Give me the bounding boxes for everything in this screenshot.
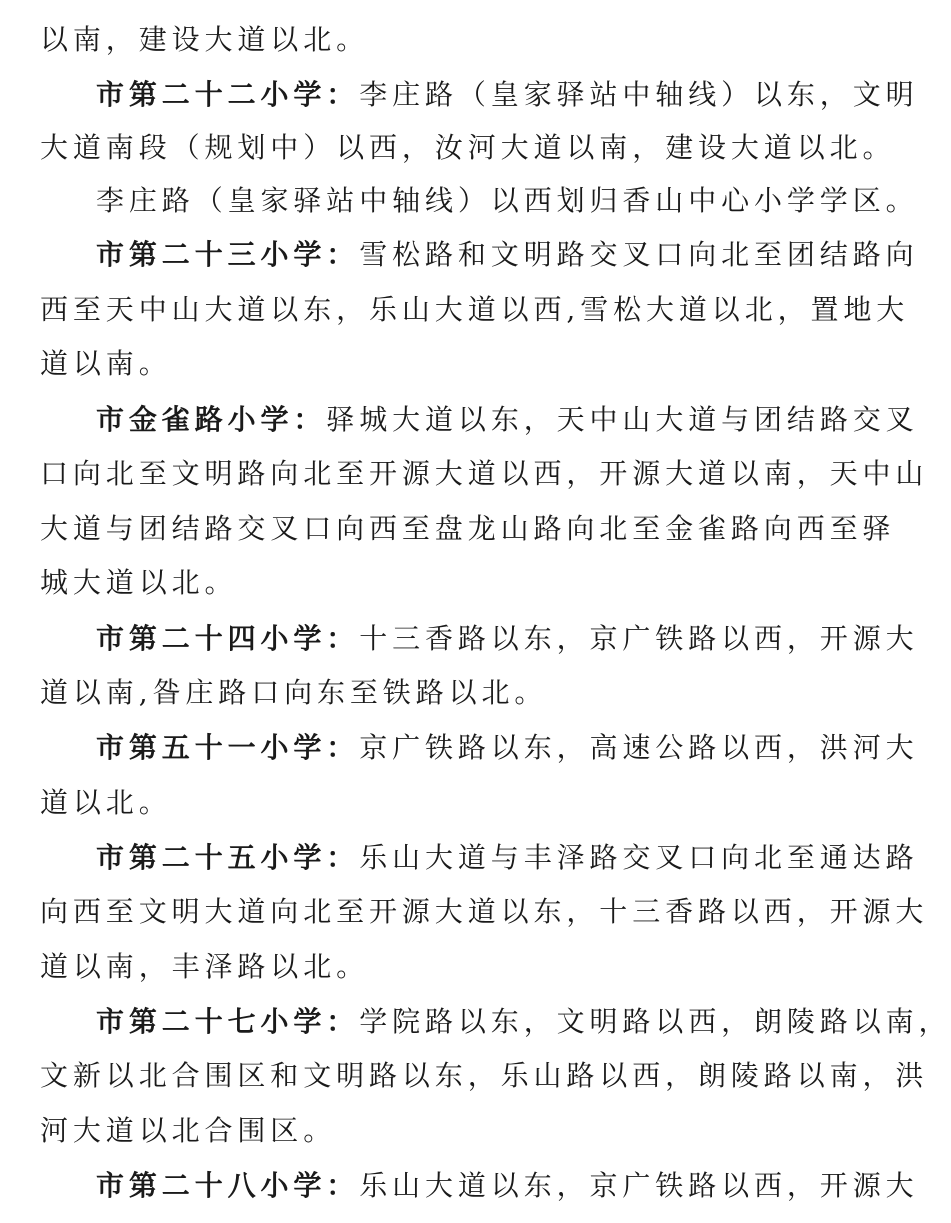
paragraph-text: 十三香路以东，京广铁路以西，开源大	[359, 622, 919, 655]
paragraph-line: 道以南。	[40, 347, 172, 380]
school-name: 市第二十四小学：	[96, 622, 360, 655]
paragraph-line: 河大道以北合围区。	[40, 1114, 337, 1147]
paragraph-line: 西至天中山大道以东，乐山大道以西,雪松大道以北，置地大	[40, 293, 910, 326]
school-name: 市金雀路小学：	[96, 403, 327, 436]
school-name: 市第二十八小学：	[96, 1169, 360, 1202]
school-name: 市第二十五小学：	[96, 841, 360, 874]
paragraph-line: 文新以北合围区和文明路以东，乐山路以西，朗陵路以南，洪	[40, 1059, 929, 1092]
paragraph-text: 乐山大道与丰泽路交叉口向北至通达路	[359, 841, 919, 874]
paragraph-text: 李庄路（皇家驿站中轴线）以东，文明	[359, 78, 919, 111]
paragraph-line: 城大道以北。	[40, 566, 238, 599]
paragraph-line: 向西至文明大道向北至开源大道以东，十三香路以西，开源大	[40, 895, 929, 928]
school-name: 市第二十三小学：	[96, 238, 360, 271]
paragraph-text: 京广铁路以东，高速公路以西，洪河大	[359, 731, 919, 764]
school-name: 市第五十一小学：	[96, 731, 360, 764]
paragraph-line	[96, 75, 919, 115]
paragraph-line: 口向北至文明路向北至开源大道以西，开源大道以南，天中山	[40, 457, 929, 490]
paragraph-line: 大道南段（规划中）以西，汝河大道以南，建设大道以北。	[40, 131, 896, 164]
paragraph-line: 李庄路（皇家驿站中轴线）以西划归香山中心小学学区。	[96, 184, 919, 217]
paragraph-line	[96, 1166, 919, 1206]
paragraph-line: 大道与团结路交叉口向西至盘龙山路向北至金雀路向西至驿	[40, 512, 896, 545]
paragraph-text: 雪松路和文明路交叉口向北至团结路向	[359, 238, 919, 271]
paragraph-text: 乐山大道以东，京广铁路以西，开源大	[359, 1169, 919, 1202]
paragraph-line: 道以南,昝庄路口向东至铁路以北。	[40, 676, 548, 709]
paragraph-line	[96, 1002, 951, 1042]
paragraph-text: 学院路以东，文明路以西，朗陵路以南，	[359, 1005, 951, 1038]
school-name: 市第二十七小学：	[96, 1005, 360, 1038]
paragraph-line: 道以南，丰泽路以北。	[40, 950, 370, 983]
paragraph-line	[96, 838, 919, 878]
paragraph-line: 道以北。	[40, 786, 172, 819]
school-name: 市第二十二小学：	[96, 78, 360, 111]
paragraph-line: 以南，建设大道以北。	[40, 23, 370, 56]
paragraph-text: 驿城大道以东，天中山大道与团结路交叉	[326, 403, 919, 436]
paragraph-line	[96, 619, 919, 659]
paragraph-line	[96, 235, 919, 275]
paragraph-line	[96, 728, 919, 768]
paragraph-line	[96, 400, 919, 440]
